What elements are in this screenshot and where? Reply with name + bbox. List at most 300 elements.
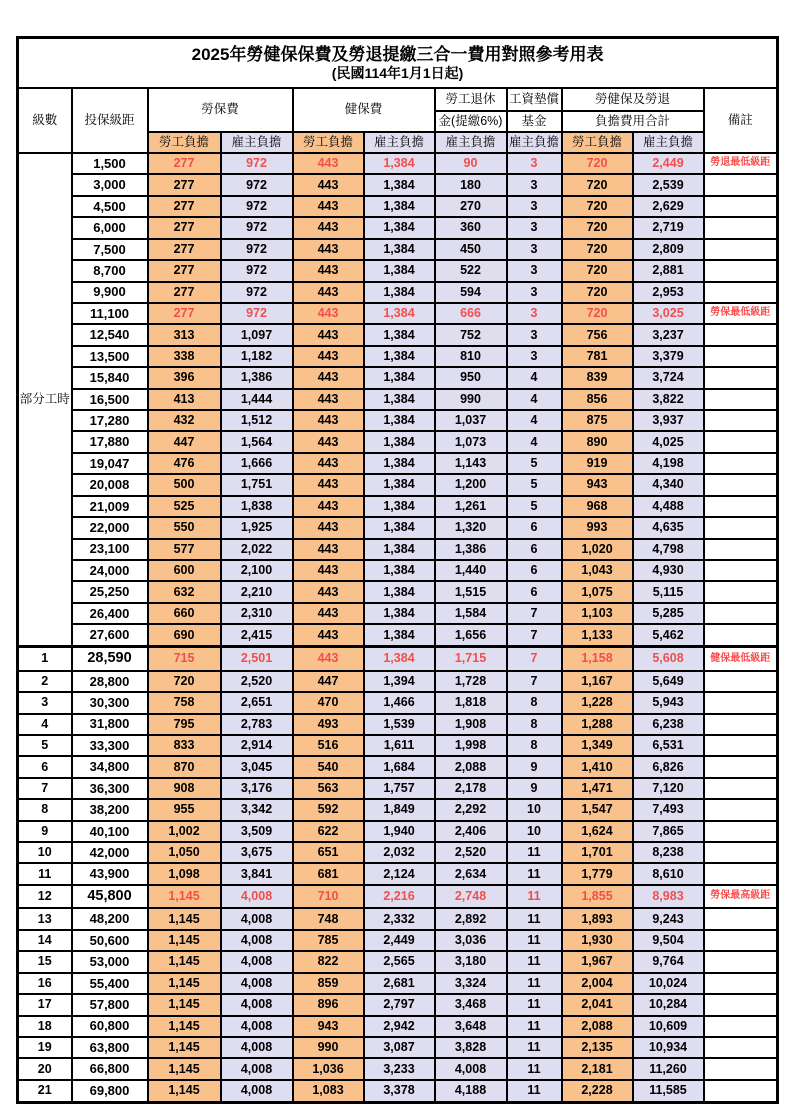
cell-insured-bracket: 15,840 [72, 367, 148, 388]
cell-total-employer: 11,585 [633, 1080, 704, 1103]
cell-labor-employer: 1,386 [221, 367, 293, 388]
cell-health-employee: 592 [293, 799, 364, 820]
cell-health-employee: 990 [293, 1037, 364, 1058]
cell-labor-employer: 2,415 [221, 624, 293, 646]
cell-remark: 勞保最低級距 [704, 303, 778, 324]
col-header-wage-fund-2: 基金 [507, 111, 562, 132]
cell-level: 3 [18, 692, 72, 713]
cell-insured-bracket: 38,200 [72, 799, 148, 820]
cell-total-employer: 2,539 [633, 174, 704, 195]
cell-labor-employer: 3,509 [221, 821, 293, 842]
cell-total-employer: 4,025 [633, 431, 704, 452]
cell-remark [704, 908, 778, 929]
cell-wage-fund-employer: 11 [507, 1058, 562, 1079]
cell-wage-fund-employer: 8 [507, 714, 562, 735]
cell-total-employer: 10,284 [633, 994, 704, 1015]
cell-health-employer: 1,466 [364, 692, 435, 713]
cell-labor-employee: 1,145 [148, 1058, 221, 1079]
cell-remark [704, 560, 778, 581]
cell-labor-employer: 4,008 [221, 1080, 293, 1103]
cell-wage-fund-employer: 5 [507, 474, 562, 495]
cell-total-employer: 2,719 [633, 217, 704, 238]
cell-health-employer: 1,384 [364, 581, 435, 602]
cell-health-employer: 2,681 [364, 973, 435, 994]
cell-total-employee: 943 [562, 474, 633, 495]
table-row [18, 994, 778, 1015]
cell-health-employer: 1,384 [364, 560, 435, 581]
cell-total-employee: 919 [562, 453, 633, 474]
cell-pension-employer: 666 [435, 303, 507, 324]
cell-pension-employer: 1,908 [435, 714, 507, 735]
title-block [18, 38, 778, 89]
cell-total-employee: 1,471 [562, 778, 633, 799]
table-row [18, 973, 778, 994]
cell-labor-employer: 4,008 [221, 1058, 293, 1079]
cell-health-employer: 1,940 [364, 821, 435, 842]
subheader-pension-employer: 雇主負擔 [435, 132, 507, 153]
cell-labor-employee: 413 [148, 389, 221, 410]
cell-total-employer: 3,822 [633, 389, 704, 410]
cell-health-employee: 443 [293, 474, 364, 495]
cell-health-employee: 443 [293, 646, 364, 670]
cell-insured-bracket: 28,800 [72, 671, 148, 692]
cell-remark [704, 324, 778, 345]
cell-wage-fund-employer: 4 [507, 389, 562, 410]
cell-pension-employer: 3,324 [435, 973, 507, 994]
cell-level: 20 [18, 1058, 72, 1079]
cell-labor-employer: 4,008 [221, 1037, 293, 1058]
cell-health-employer: 1,384 [364, 153, 435, 174]
cell-insured-bracket: 7,500 [72, 239, 148, 260]
cell-remark [704, 603, 778, 624]
cell-wage-fund-employer: 8 [507, 692, 562, 713]
cell-pension-employer: 752 [435, 324, 507, 345]
cell-total-employee: 839 [562, 367, 633, 388]
cell-pension-employer: 450 [435, 239, 507, 260]
cell-total-employer: 5,285 [633, 603, 704, 624]
cell-total-employer: 6,531 [633, 735, 704, 756]
cell-insured-bracket: 19,047 [72, 453, 148, 474]
cell-pension-employer: 4,008 [435, 1058, 507, 1079]
cell-labor-employer: 2,914 [221, 735, 293, 756]
cell-pension-employer: 3,036 [435, 930, 507, 951]
table-row [18, 951, 778, 972]
cell-labor-employee: 277 [148, 196, 221, 217]
cell-insured-bracket: 55,400 [72, 973, 148, 994]
cell-health-employer: 1,611 [364, 735, 435, 756]
table-row [18, 821, 778, 842]
cell-labor-employee: 277 [148, 174, 221, 195]
cell-labor-employer: 4,008 [221, 951, 293, 972]
subheader-health-employee: 勞工負擔 [293, 132, 364, 153]
cell-pension-employer: 90 [435, 153, 507, 174]
cell-labor-employee: 1,002 [148, 821, 221, 842]
cell-labor-employer: 972 [221, 174, 293, 195]
cell-health-employee: 443 [293, 389, 364, 410]
cell-health-employer: 2,032 [364, 842, 435, 863]
cell-total-employee: 2,228 [562, 1080, 633, 1103]
cell-labor-employer: 4,008 [221, 1016, 293, 1037]
cell-labor-employee: 277 [148, 217, 221, 238]
cell-remark [704, 756, 778, 777]
table-row [18, 560, 778, 581]
cell-insured-bracket: 31,800 [72, 714, 148, 735]
cell-health-employee: 822 [293, 951, 364, 972]
cell-total-employee: 1,075 [562, 581, 633, 602]
cell-health-employee: 443 [293, 260, 364, 281]
cell-total-employer: 8,983 [633, 885, 704, 909]
cell-pension-employer: 3,468 [435, 994, 507, 1015]
cell-labor-employer: 1,512 [221, 410, 293, 431]
cell-wage-fund-employer: 11 [507, 842, 562, 863]
cell-total-employer: 11,260 [633, 1058, 704, 1079]
cell-insured-bracket: 6,000 [72, 217, 148, 238]
cell-total-employee: 2,041 [562, 994, 633, 1015]
cell-labor-employer: 3,045 [221, 756, 293, 777]
cell-level: 4 [18, 714, 72, 735]
cell-total-employer: 3,937 [633, 410, 704, 431]
cell-insured-bracket: 43,900 [72, 863, 148, 884]
cell-remark: 勞保最高級距 [704, 885, 778, 909]
cell-remark [704, 624, 778, 646]
cell-wage-fund-employer: 3 [507, 303, 562, 324]
cell-remark [704, 1058, 778, 1079]
cell-labor-employee: 600 [148, 560, 221, 581]
cell-pension-employer: 1,261 [435, 496, 507, 517]
page-title: 2025年勞健保保費及勞退提繳三合一費用對照參考用表 [191, 44, 604, 64]
cell-wage-fund-employer: 11 [507, 1037, 562, 1058]
cell-labor-employer: 2,100 [221, 560, 293, 581]
cell-labor-employee: 338 [148, 346, 221, 367]
cell-total-employer: 6,826 [633, 756, 704, 777]
cell-labor-employer: 4,008 [221, 930, 293, 951]
cell-level: 1 [18, 646, 72, 670]
table-row [18, 453, 778, 474]
cell-insured-bracket: 45,800 [72, 885, 148, 909]
cell-labor-employee: 1,145 [148, 930, 221, 951]
subheader-labor-employee: 勞工負擔 [148, 132, 221, 153]
cell-total-employer: 9,764 [633, 951, 704, 972]
cell-labor-employee: 1,145 [148, 1016, 221, 1037]
cell-level: 13 [18, 908, 72, 929]
table-row [18, 778, 778, 799]
cell-labor-employee: 1,098 [148, 863, 221, 884]
cell-insured-bracket: 66,800 [72, 1058, 148, 1079]
cell-labor-employer: 1,838 [221, 496, 293, 517]
cell-health-employee: 516 [293, 735, 364, 756]
cell-health-employee: 443 [293, 346, 364, 367]
cell-pension-employer: 1,320 [435, 517, 507, 538]
cell-health-employer: 1,384 [364, 303, 435, 324]
cell-remark [704, 778, 778, 799]
cell-total-employee: 720 [562, 174, 633, 195]
cell-total-employee: 1,158 [562, 646, 633, 670]
cell-labor-employer: 2,501 [221, 646, 293, 670]
cell-total-employee: 720 [562, 153, 633, 174]
cell-remark [704, 714, 778, 735]
cell-total-employer: 2,953 [633, 282, 704, 303]
cell-insured-bracket: 36,300 [72, 778, 148, 799]
cell-insured-bracket: 8,700 [72, 260, 148, 281]
cell-total-employee: 890 [562, 431, 633, 452]
cell-wage-fund-employer: 5 [507, 496, 562, 517]
cell-labor-employee: 908 [148, 778, 221, 799]
cell-insured-bracket: 21,009 [72, 496, 148, 517]
cell-pension-employer: 1,440 [435, 560, 507, 581]
cell-level: 18 [18, 1016, 72, 1037]
cell-total-employee: 1,410 [562, 756, 633, 777]
cell-pension-employer: 2,292 [435, 799, 507, 820]
cell-labor-employer: 4,008 [221, 908, 293, 929]
cell-total-employer: 9,243 [633, 908, 704, 929]
cell-health-employer: 1,757 [364, 778, 435, 799]
cell-pension-employer: 4,188 [435, 1080, 507, 1103]
cell-pension-employer: 3,180 [435, 951, 507, 972]
cell-pension-employer: 3,648 [435, 1016, 507, 1037]
cell-total-employee: 1,020 [562, 539, 633, 560]
cell-remark [704, 239, 778, 260]
cell-wage-fund-employer: 10 [507, 821, 562, 842]
cell-health-employee: 443 [293, 581, 364, 602]
cell-insured-bracket: 60,800 [72, 1016, 148, 1037]
cell-labor-employee: 660 [148, 603, 221, 624]
cell-pension-employer: 2,520 [435, 842, 507, 863]
table-row [18, 863, 778, 884]
cell-health-employer: 1,384 [364, 389, 435, 410]
cell-total-employer: 3,237 [633, 324, 704, 345]
cell-health-employer: 2,216 [364, 885, 435, 909]
cell-health-employee: 443 [293, 174, 364, 195]
cell-total-employee: 1,855 [562, 885, 633, 909]
col-header-bracket: 投保級距 [72, 88, 148, 153]
cell-insured-bracket: 42,000 [72, 842, 148, 863]
cell-total-employer: 8,238 [633, 842, 704, 863]
cell-health-employee: 748 [293, 908, 364, 929]
cell-pension-employer: 990 [435, 389, 507, 410]
cell-total-employer: 4,635 [633, 517, 704, 538]
cell-remark [704, 346, 778, 367]
cell-total-employer: 3,724 [633, 367, 704, 388]
cell-level: 15 [18, 951, 72, 972]
cell-labor-employer: 3,176 [221, 778, 293, 799]
cell-remark [704, 539, 778, 560]
cell-health-employer: 2,797 [364, 994, 435, 1015]
cell-total-employer: 7,493 [633, 799, 704, 820]
cell-pension-employer: 594 [435, 282, 507, 303]
col-header-pension-1: 勞工退休 [435, 88, 507, 111]
cell-health-employer: 1,394 [364, 671, 435, 692]
cell-total-employer: 5,608 [633, 646, 704, 670]
cell-remark: 健保最低級距 [704, 646, 778, 670]
table-row [18, 581, 778, 602]
header-row-1 [18, 88, 778, 111]
cell-wage-fund-employer: 5 [507, 453, 562, 474]
cell-labor-employee: 690 [148, 624, 221, 646]
cell-total-employee: 781 [562, 346, 633, 367]
cell-wage-fund-employer: 11 [507, 994, 562, 1015]
cell-labor-employer: 4,008 [221, 885, 293, 909]
cell-labor-employee: 432 [148, 410, 221, 431]
cell-total-employer: 5,462 [633, 624, 704, 646]
cell-wage-fund-employer: 11 [507, 930, 562, 951]
cell-health-employee: 622 [293, 821, 364, 842]
cell-remark [704, 431, 778, 452]
cell-labor-employer: 1,564 [221, 431, 293, 452]
cell-remark [704, 196, 778, 217]
cell-insured-bracket: 53,000 [72, 951, 148, 972]
cell-labor-employer: 972 [221, 153, 293, 174]
cell-remark [704, 453, 778, 474]
cell-part-time-label: 部分工時 [18, 153, 72, 646]
cell-insured-bracket: 1,500 [72, 153, 148, 174]
cell-total-employer: 2,629 [633, 196, 704, 217]
cell-labor-employer: 2,783 [221, 714, 293, 735]
cell-remark [704, 217, 778, 238]
cell-labor-employee: 396 [148, 367, 221, 388]
cell-pension-employer: 2,178 [435, 778, 507, 799]
cell-level: 16 [18, 973, 72, 994]
cell-pension-employer: 2,892 [435, 908, 507, 929]
cell-labor-employee: 632 [148, 581, 221, 602]
cell-level: 10 [18, 842, 72, 863]
table-row [18, 714, 778, 735]
cell-labor-employee: 1,145 [148, 885, 221, 909]
cell-insured-bracket: 23,100 [72, 539, 148, 560]
cell-labor-employer: 2,520 [221, 671, 293, 692]
table-row [18, 196, 778, 217]
cell-health-employee: 859 [293, 973, 364, 994]
cell-labor-employer: 3,841 [221, 863, 293, 884]
table-row [18, 346, 778, 367]
cell-level: 19 [18, 1037, 72, 1058]
cell-remark [704, 282, 778, 303]
cell-health-employer: 1,384 [364, 367, 435, 388]
cell-pension-employer: 1,515 [435, 581, 507, 602]
cell-health-employer: 1,384 [364, 324, 435, 345]
table-row [18, 735, 778, 756]
table-row [18, 474, 778, 495]
table-row [18, 517, 778, 538]
cell-health-employee: 1,036 [293, 1058, 364, 1079]
cell-remark [704, 671, 778, 692]
cell-health-employer: 1,384 [364, 517, 435, 538]
cell-pension-employer: 1,037 [435, 410, 507, 431]
cell-health-employer: 1,384 [364, 453, 435, 474]
cell-total-employee: 720 [562, 282, 633, 303]
cell-total-employee: 1,930 [562, 930, 633, 951]
table-row [18, 260, 778, 281]
table-row [18, 303, 778, 324]
cell-level: 21 [18, 1080, 72, 1103]
cell-total-employee: 2,088 [562, 1016, 633, 1037]
cell-wage-fund-employer: 11 [507, 973, 562, 994]
cell-insured-bracket: 34,800 [72, 756, 148, 777]
table-row [18, 217, 778, 238]
cell-insured-bracket: 57,800 [72, 994, 148, 1015]
cell-remark [704, 1037, 778, 1058]
cell-total-employee: 1,893 [562, 908, 633, 929]
cell-pension-employer: 270 [435, 196, 507, 217]
cell-health-employee: 443 [293, 496, 364, 517]
cell-health-employee: 493 [293, 714, 364, 735]
cell-remark [704, 496, 778, 517]
subheader-labor-employer: 雇主負擔 [221, 132, 293, 153]
cell-wage-fund-employer: 10 [507, 799, 562, 820]
table-row [18, 908, 778, 929]
cell-labor-employer: 1,751 [221, 474, 293, 495]
cell-labor-employee: 1,145 [148, 973, 221, 994]
cell-total-employee: 1,288 [562, 714, 633, 735]
cell-health-employee: 443 [293, 624, 364, 646]
page-subtitle: (民國114年1月1日起) [331, 64, 464, 81]
cell-pension-employer: 2,748 [435, 885, 507, 909]
cell-level: 8 [18, 799, 72, 820]
cell-total-employee: 1,779 [562, 863, 633, 884]
cell-health-employer: 1,384 [364, 431, 435, 452]
cell-wage-fund-employer: 3 [507, 324, 562, 345]
subheader-total-employer: 雇主負擔 [633, 132, 704, 153]
cell-pension-employer: 2,634 [435, 863, 507, 884]
cell-wage-fund-employer: 4 [507, 431, 562, 452]
cell-level: 2 [18, 671, 72, 692]
cell-health-employer: 1,684 [364, 756, 435, 777]
table-row [18, 389, 778, 410]
cell-pension-employer: 1,998 [435, 735, 507, 756]
cell-labor-employer: 2,022 [221, 539, 293, 560]
col-header-total-1: 勞健保及勞退 [562, 88, 704, 111]
cell-total-employer: 5,943 [633, 692, 704, 713]
cell-labor-employer: 972 [221, 239, 293, 260]
cell-health-employer: 3,087 [364, 1037, 435, 1058]
cell-labor-employer: 2,310 [221, 603, 293, 624]
cell-health-employer: 1,384 [364, 624, 435, 646]
col-header-labor-insurance: 勞保費 [148, 88, 293, 132]
cell-insured-bracket: 9,900 [72, 282, 148, 303]
cell-wage-fund-employer: 7 [507, 624, 562, 646]
cell-health-employer: 1,384 [364, 217, 435, 238]
table-row [18, 1080, 778, 1103]
subheader-fund-employer: 雇主負擔 [507, 132, 562, 153]
col-header-total-2: 負擔費用合計 [562, 111, 704, 132]
cell-health-employee: 443 [293, 153, 364, 174]
table-row [18, 367, 778, 388]
cell-pension-employer: 1,728 [435, 671, 507, 692]
col-header-remark: 備註 [704, 88, 778, 153]
cell-labor-employee: 1,145 [148, 1080, 221, 1103]
cell-remark [704, 973, 778, 994]
cell-health-employer: 2,449 [364, 930, 435, 951]
cell-total-employee: 1,043 [562, 560, 633, 581]
table-row [18, 496, 778, 517]
cell-health-employer: 1,384 [364, 282, 435, 303]
cell-wage-fund-employer: 4 [507, 367, 562, 388]
cell-total-employee: 993 [562, 517, 633, 538]
cell-pension-employer: 522 [435, 260, 507, 281]
cell-insured-bracket: 33,300 [72, 735, 148, 756]
cell-labor-employer: 1,182 [221, 346, 293, 367]
table-row [18, 539, 778, 560]
cell-total-employee: 720 [562, 196, 633, 217]
cell-pension-employer: 1,143 [435, 453, 507, 474]
cell-health-employer: 1,384 [364, 410, 435, 431]
table-row [18, 756, 778, 777]
cell-remark [704, 474, 778, 495]
table-row [18, 324, 778, 345]
cell-insured-bracket: 17,880 [72, 431, 148, 452]
cell-total-employer: 5,649 [633, 671, 704, 692]
cell-health-employee: 710 [293, 885, 364, 909]
cell-wage-fund-employer: 11 [507, 1080, 562, 1103]
